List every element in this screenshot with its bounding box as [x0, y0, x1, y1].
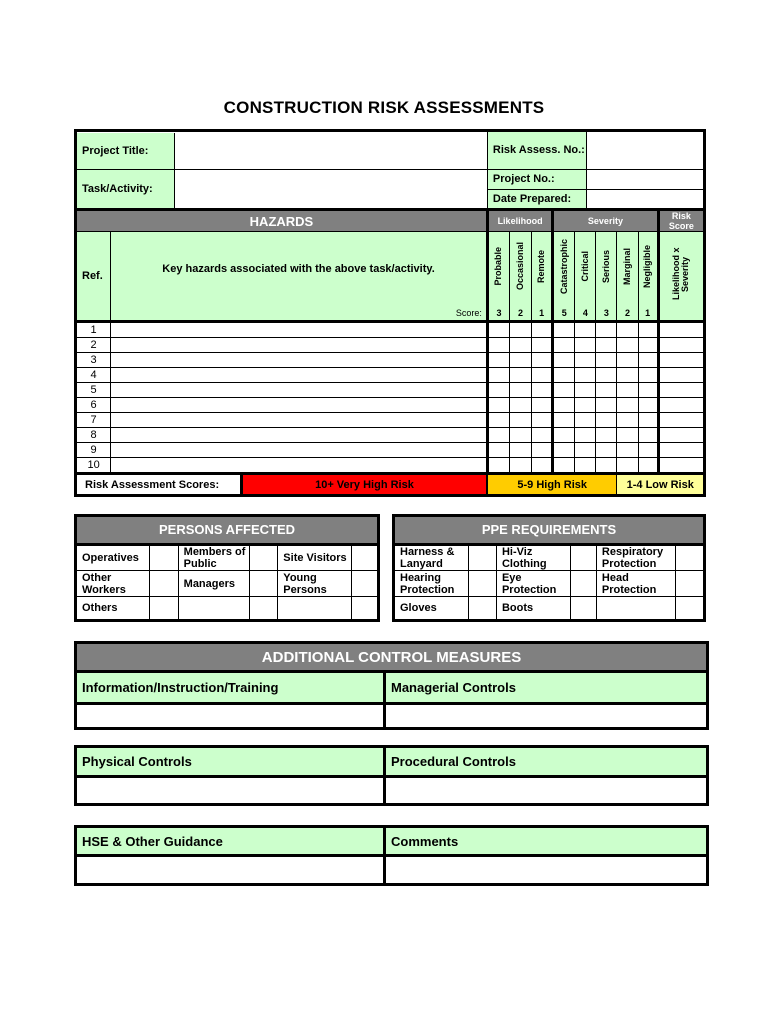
ref-label: Ref. [76, 232, 111, 322]
catastrophic-score: 5 [553, 306, 575, 322]
project-title-label: Project Title: [77, 133, 175, 170]
row-number: 10 [76, 458, 111, 474]
critical-label: Critical [579, 250, 590, 282]
hse-guidance-field[interactable] [76, 856, 385, 885]
gloves-checkbox[interactable] [468, 597, 496, 621]
hazard-cell[interactable] [111, 443, 488, 458]
others-label: Others [76, 597, 150, 621]
table-row [76, 398, 705, 413]
table-row [76, 443, 705, 458]
hazard-cell[interactable] [111, 398, 488, 413]
negligible-score: 1 [638, 306, 658, 322]
respiratory-protection-checkbox[interactable] [675, 545, 704, 571]
date-prepared-field[interactable] [586, 189, 703, 208]
row-number: 9 [76, 443, 111, 458]
additional-controls-table [74, 641, 709, 730]
marginal-label: Marginal [622, 247, 633, 285]
severity-heading: Severity [553, 210, 658, 232]
project-info-left [77, 133, 487, 208]
task-activity-label: Task/Activity: [77, 170, 175, 208]
hazard-cell[interactable] [111, 428, 488, 443]
table-row [76, 353, 705, 368]
table-row [76, 338, 705, 353]
hi-viz-checkbox[interactable] [570, 545, 596, 571]
critical-score: 4 [575, 306, 596, 322]
row-number: 4 [76, 368, 111, 383]
serious-score: 3 [596, 306, 617, 322]
hse-guidance-label: HSE & Other Guidance [76, 827, 385, 856]
physical-controls-field[interactable] [76, 777, 385, 805]
hazard-cell[interactable] [111, 368, 488, 383]
table-row [76, 322, 705, 338]
physical-controls-label: Physical Controls [76, 747, 385, 777]
boots-label: Boots [496, 597, 570, 621]
low-risk-swatch: 1-4 Low Risk [617, 474, 705, 496]
respiratory-protection-label: Respiratory Protection [596, 545, 675, 571]
info-training-field[interactable] [76, 704, 385, 729]
physical-procedural-table [74, 745, 709, 806]
high-risk-swatch: 5-9 High Risk [487, 474, 617, 496]
score-label: Score: [111, 306, 488, 322]
managerial-controls-field[interactable] [385, 704, 708, 729]
catastrophic-label: Catastrophic [558, 238, 569, 294]
ppe-heading: PPE REQUIREMENTS [394, 516, 705, 545]
row-number: 8 [76, 428, 111, 443]
persons-affected-heading: PERSONS AFFECTED [76, 516, 379, 545]
occasional-label: Occasional [515, 242, 526, 291]
hazard-cell[interactable] [111, 458, 488, 474]
other-workers-label: Other Workers [76, 571, 150, 597]
additional-controls-heading: ADDITIONAL CONTROL MEASURES [76, 643, 708, 672]
persons-affected-table [74, 514, 380, 622]
procedural-controls-label: Procedural Controls [385, 747, 708, 777]
negligible-label: Negligible [642, 244, 653, 288]
project-title-field[interactable] [175, 133, 487, 170]
probable-score: 3 [487, 306, 509, 322]
boots-checkbox[interactable] [570, 597, 596, 621]
risk-assessment-table [74, 129, 706, 497]
project-no-field[interactable] [586, 170, 703, 189]
hi-viz-label: Hi-Viz Clothing [496, 545, 570, 571]
occasional-score: 2 [510, 306, 532, 322]
row-number: 3 [76, 353, 111, 368]
remote-score: 1 [532, 306, 553, 322]
serious-label: Serious [600, 249, 611, 283]
very-high-risk-swatch: 10+ Very High Risk [242, 475, 487, 494]
procedural-controls-field[interactable] [385, 777, 708, 805]
site-visitors-checkbox[interactable] [351, 545, 378, 571]
table-row [76, 383, 705, 398]
row-number: 2 [76, 338, 111, 353]
guidance-comments-table [74, 825, 709, 886]
others-checkbox[interactable] [150, 597, 178, 621]
young-persons-checkbox[interactable] [351, 571, 378, 597]
probable-label: Probable [493, 246, 504, 286]
hazard-cell[interactable] [111, 383, 488, 398]
eye-protection-checkbox[interactable] [570, 571, 596, 597]
task-activity-field[interactable] [175, 170, 487, 208]
head-protection-checkbox[interactable] [675, 571, 704, 597]
table-row [76, 368, 705, 383]
managers-checkbox[interactable] [250, 571, 278, 597]
table-row [76, 413, 705, 428]
hazard-cell[interactable] [111, 353, 488, 368]
eye-protection-label: Eye Protection [496, 571, 570, 597]
row-number: 6 [76, 398, 111, 413]
row-number: 5 [76, 383, 111, 398]
project-no-date-rows [488, 170, 703, 208]
young-persons-label: Young Persons [278, 571, 351, 597]
risk-assess-no-row [488, 132, 703, 169]
key-hazards-label: Key hazards associated with the above task/activity. [111, 232, 488, 306]
ppe-requirements-table [392, 514, 706, 622]
managerial-controls-label: Managerial Controls [385, 672, 708, 704]
head-protection-label: Head Protection [596, 571, 675, 597]
members-of-public-checkbox[interactable] [250, 545, 278, 571]
hazard-cell[interactable] [111, 413, 488, 428]
likelihood-heading: Likelihood [487, 210, 552, 232]
hazard-cell[interactable] [111, 322, 488, 338]
likelihood-x-severity-label: Likelihood x Severity [671, 247, 691, 301]
risk-scores-label: Risk Assessment Scores: [77, 475, 242, 494]
managers-label: Managers [178, 571, 249, 597]
risk-assess-no-label: Risk Assess. No.: [488, 132, 587, 169]
marginal-score: 2 [617, 306, 638, 322]
comments-field[interactable] [385, 856, 708, 885]
date-prepared-label: Date Prepared: [488, 189, 587, 208]
operatives-checkbox[interactable] [150, 545, 178, 571]
hazard-cell[interactable] [111, 338, 488, 353]
other-workers-checkbox[interactable] [150, 571, 178, 597]
site-visitors-label: Site Visitors [278, 545, 351, 571]
risk-score-heading: Risk Score [658, 210, 704, 232]
info-training-label: Information/Instruction/Training [76, 672, 385, 704]
operatives-label: Operatives [76, 545, 150, 571]
row-number: 1 [76, 322, 111, 338]
risk-assess-no-field[interactable] [586, 132, 703, 169]
hazards-heading: HAZARDS [76, 210, 488, 232]
hearing-protection-label: Hearing Protection [394, 571, 469, 597]
comments-label: Comments [385, 827, 708, 856]
table-row [76, 428, 705, 443]
project-no-label: Project No.: [488, 170, 587, 189]
members-of-public-label: Members of Public [178, 545, 249, 571]
row-number: 7 [76, 413, 111, 428]
remote-label: Remote [536, 249, 547, 283]
table-row [76, 458, 705, 474]
page-title: CONSTRUCTION RISK ASSESSMENTS [223, 98, 545, 117]
hearing-protection-checkbox[interactable] [468, 571, 496, 597]
gloves-label: Gloves [394, 597, 469, 621]
harness-lanyard-label: Harness & Lanyard [394, 545, 469, 571]
harness-lanyard-checkbox[interactable] [468, 545, 496, 571]
